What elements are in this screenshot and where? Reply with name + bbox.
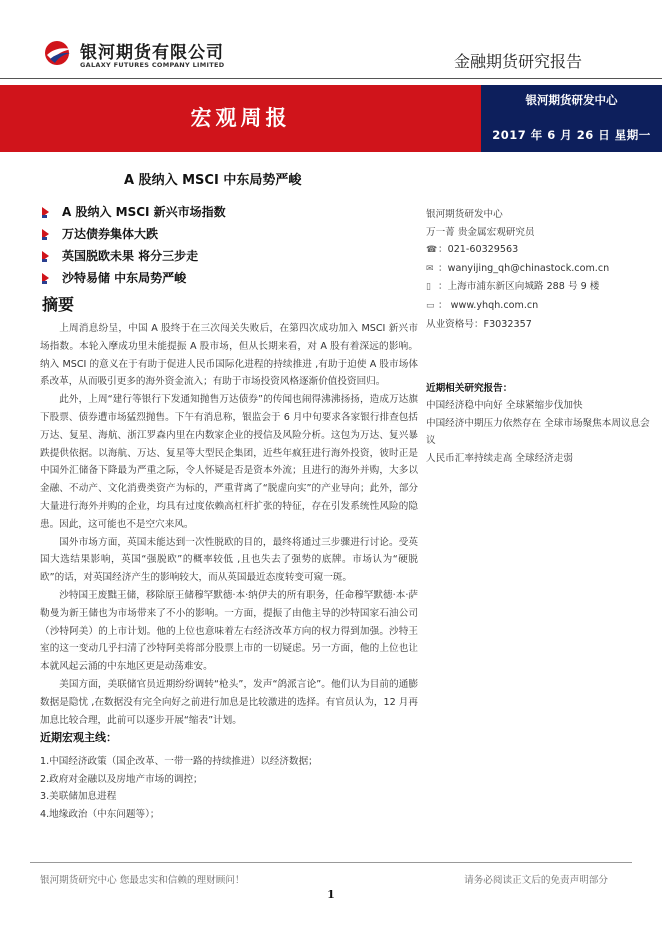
phone-icon: ☎ [426,245,438,256]
key-points-list [42,201,226,289]
abstract-body [40,320,418,729]
key-point: 英国脱欧未果 将分三步走 [42,245,226,267]
key-point: 沙特易储 中东局势严峻 [42,267,226,289]
department-label: 银河期货研发中心 [525,93,618,107]
abstract-paragraph: 上周消息纷呈，中国 A 股终于在三次闯关失败后，在第四次成功加入 MSCI 新兴市场指数。本轮入摩成功里未能提振 A 股市场，但从长期来看，对 A 股有着深远的影响。纳入 MSCI 的意义在于有助于促进人民币国际化进程的持续推进 ,有助于迫使 A 股市场体系改革，从而吸引更多的海外资金流入；有助于市场投资风格逐渐价值投资回归。 [40,323,418,388]
bullet-arrow-icon [42,273,49,283]
list-item: 1.中国经济政策（国企改革、一带一路的持续推进）以经济数据； [40,756,318,767]
author-address: ▯ ：上海市浦东新区向城路 288 号 9 楼 [426,278,656,297]
author-phone: ☎：021-60329563 [426,241,656,260]
author-email: ✉ ：wanyijing_qh@chinastock.com.cn [426,260,656,279]
report-date: 2017 年 6 月 26 日 星期一 [492,128,651,142]
recent-report-item[interactable]: 中国经济稳中向好 全球紧缩步伐加快 [426,400,583,411]
footer-disclaimer: 请务必阅读正文后的免责声明部分 [464,875,608,886]
bullet-arrow-icon [42,229,49,239]
list-item: 2.政府对金融以及房地产市场的调控； [40,773,203,785]
web-icon: ▭ [426,300,435,311]
company-name-cn: 银河期货有限公司 [80,43,224,63]
author-name: 万一菁 贵金属宏观研究员 [426,226,535,238]
footer-slogan: 银河期货研究中心 您最忠实和信赖的理财顾问！ [40,875,245,886]
key-point: 万达债券集体大跌 [42,223,226,245]
abstract-paragraph: 此外，上周“建行等银行下发通知抛售万达债券”的传闻也闹得沸沸扬扬，造成万达旗下股票、债券遭市场猛烈抛售。下午有消息称，银监会于 6 月中旬要求各家银行排查包括万达、复星、海航、浙江罗森内里在内数家企业的授信及风险分析。这包为万达、复兴暴跌提供依据。以海航、万达、复星等大型民企集团，近些年疯狂进行海外投资，彼时正是中国外汇储备下降最为严重之际，令人怀疑是否是资本外流；且进行的海外并购，大多以金融、不动产、文化消费类资产为标的，严重背离了“脱虚向实”的产业导向；此外，部分大量进行海外并购的企业，均具有过度依赖高杠杆扩张的特征，存在引发系统性风险的隐患。因此，这可能也不是空穴来风。 [40,394,418,530]
recent-reports-title: 近期相关研究报告： [426,383,513,394]
banner-title: 宏观周报 [190,106,291,130]
recent-report-item[interactable]: 中国经济中期压力依然存在 全球市场聚焦本周议息会议 [426,417,650,447]
list-item: 4.地缘政治（中东问题等）； [40,808,160,820]
list-item: 3.美联储加息进程 [40,791,117,802]
author-website: ▭ ： www.yhqh.com.cn [426,297,656,316]
abstract-paragraph: 沙特国王废黜王储，移除原王储穆罕默德·本·纳伊夫的所有职务，任命穆罕默德·本·萨勒曼为新王储也为市场带来了不小的影响。一方面，提振了由他主导的沙特国家石油公司（沙特阿美）的上市计划。他的上位也意味着左右经济改革方向的权力得到加强。沙特王室的这一变动几乎扫清了沙特阿美将部分股票上市的一切疑虑。另一方面，他的上位也让本就风起云涌的中东地区更是动荡难安。 [40,589,418,673]
bullet-arrow-icon [42,251,49,261]
macro-mainline-title: 近期宏观主线： [40,731,117,744]
author-org: 银河期货研发中心 [426,209,503,220]
abstract-paragraph: 国外市场方面，英国未能达到一次性脱欧的目的，最终将通过三步骤进行讨论。受英国大选结果影响，英国“强脱欧”的概率较低 ,且也失去了强势的底牌。市场认为“硬脱欧”的话，对英国经济产生的影响较大，而从英国最近态度转变可窥一斑。 [40,536,418,584]
recent-report-item[interactable]: 人民币汇率持续走高 全球经济走弱 [426,452,573,464]
key-point: A 股纳入 MSCI 新兴市场指数 [42,201,226,223]
recent-reports-list [426,397,658,467]
email-icon: ✉ [426,263,434,274]
galaxy-logo-icon [44,40,74,66]
company-name-en: GALAXY FUTURES COMPANY LIMITED [80,61,225,69]
abstract-title: 摘要 [42,295,75,314]
footer-divider [30,862,632,863]
author-info [426,206,656,333]
macro-mainline-list [40,753,318,823]
headline: A 股纳入 MSCI 中东局势严峻 [124,173,302,188]
address-icon: ▯ [426,282,431,293]
page-number: 1 [327,888,335,901]
report-type: 金融期货研究报告 [453,52,582,71]
bullet-arrow-icon [42,207,49,217]
abstract-paragraph: 美国方面，美联储官员近期纷纷调转“枪头”，发声“鸽派言论”。他们认为目前的通膨数据是隐忧 ,在数据没有完全向好之前进行加息是比较激进的选择。有官员认为，12 月再加息比较合理，此前可以逐步开展“缩表”计划。 [40,678,418,726]
author-license: 从业资格号：F3032357 [426,318,532,330]
header-divider [0,78,662,79]
